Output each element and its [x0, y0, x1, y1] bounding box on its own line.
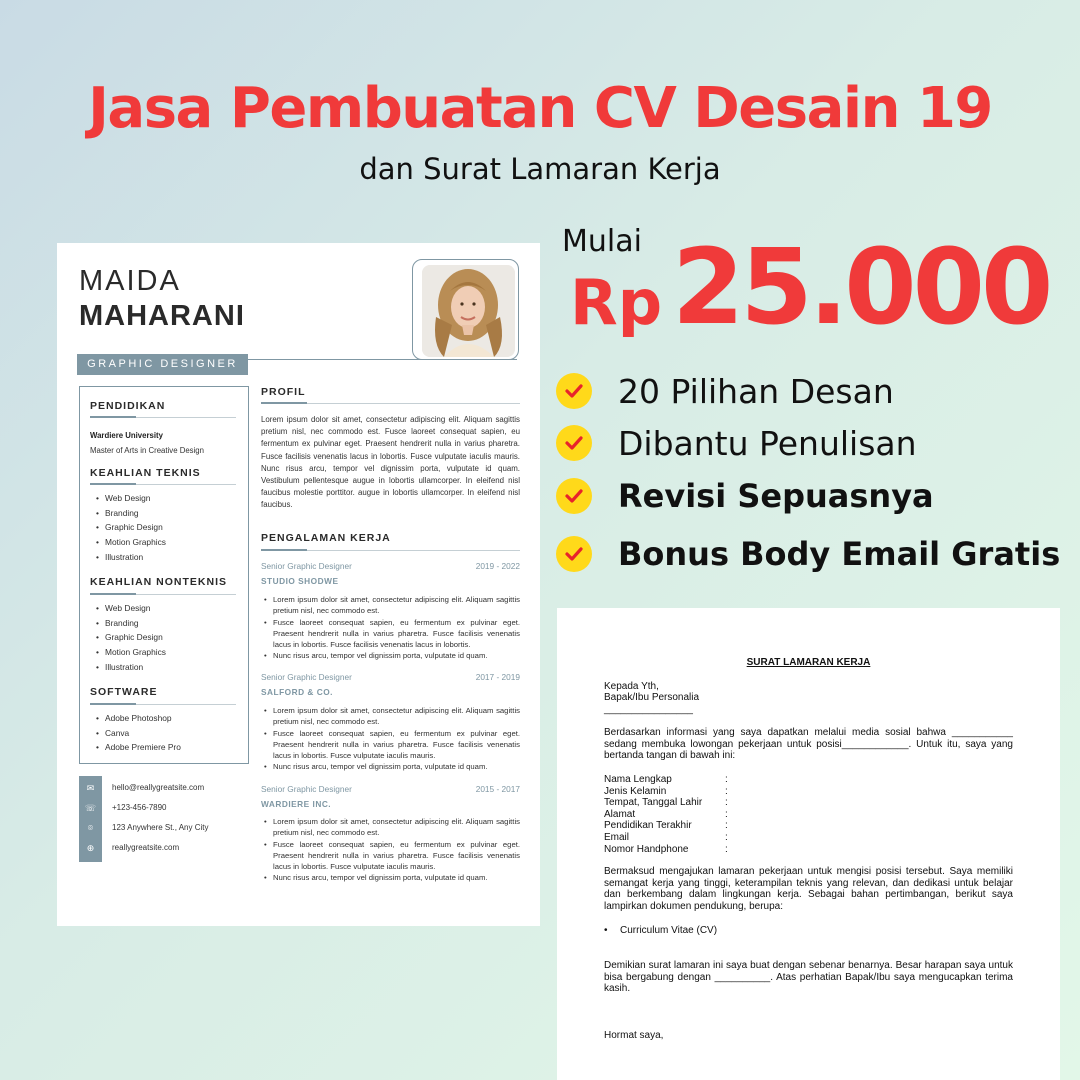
list-item: • Illustration — [94, 550, 166, 565]
letter-field-colon: : — [725, 786, 728, 797]
letter-field-label: Nomor Handphone — [604, 844, 689, 855]
cv-tech-skills — [94, 491, 166, 564]
subheadline: dan Surat Lamaran Kerja — [359, 152, 721, 186]
cv-job-bullets — [261, 594, 520, 662]
price-currency: Rp — [570, 266, 663, 339]
letter-title: SURAT LAMARAN KERJA — [746, 657, 871, 668]
cv-section-rule — [90, 484, 236, 485]
letter-closing: Demikian surat lamaran ini saya buat dengan sebenar benarnya. Besar harapan saya untuk bisa bergabung dengan __________. Atas perhatian Bapak/Ibu saya mengucapkan terima kasih. — [604, 960, 1013, 995]
list-item: • Web Design — [94, 601, 166, 616]
list-item: • Branding — [94, 506, 166, 521]
letter-field-colon: : — [725, 820, 728, 831]
list-item: • Lorem ipsum dolor sit amet, consectetur adipiscing elit. Aliquam sagittis pretium nisl, nec commodo est. — [261, 594, 520, 617]
cv-section-rule — [90, 594, 236, 595]
letter-intro: Berdasarkan informasi yang saya dapatkan melalui media sosial bahwa ___________ sedang membuka lowongan pekerjaan untuk posisi____________. Untuk itu, saya yang bertanda tangan di bawah ini: — [604, 727, 1013, 762]
list-item: • Nunc risus arcu, tempor vel dignissim porta, vulputate id quam. — [261, 650, 520, 661]
list-item: • Adobe Premiere Pro — [94, 740, 181, 755]
letter-field-label: Tempat, Tanggal Lahir — [604, 797, 703, 808]
feature-label: Dibantu Penulisan — [618, 423, 917, 463]
list-item: • Lorem ipsum dolor sit amet, consectetur adipiscing elit. Aliquam sagittis pretium nisl, nec commodo est. — [261, 705, 520, 728]
feature-item — [556, 366, 894, 416]
letter-field-label: Jenis Kelamin — [604, 786, 667, 797]
letter-recipient: Bapak/Ibu Personalia — [604, 692, 700, 703]
cv-job-years: 2017 - 2019 — [475, 672, 520, 682]
letter-recipient: Kepada Yth, — [604, 681, 659, 692]
list-item: • Graphic Design — [94, 630, 166, 645]
cv-job-bullets — [261, 816, 520, 884]
price-amount: 25.000 — [672, 226, 1050, 348]
cv-section-rule — [261, 550, 520, 551]
feature-item — [556, 471, 934, 521]
letter-body: Bermaksud mengajukan lamaran pekerjaan untuk mengisi posisi tersebut. Saya memiliki semangat kerja yang tinggi, keterampilan teknis yang relevan, dan dedikasi untuk belajar dan berkembang dalam lingkungan kerja. Sebagai bahan pertimbangan, berikut saya lampirkan dokumen pendukung, berupa: — [604, 866, 1013, 912]
cv-portrait — [422, 265, 515, 357]
letter-field-label: Alamat — [604, 809, 636, 820]
letter-field-colon: : — [725, 832, 728, 843]
cv-job-bullets — [261, 705, 520, 773]
list-item: • Web Design — [94, 491, 166, 506]
feature-label: 20 Pilihan Desan — [618, 371, 894, 411]
letter-field-colon: : — [725, 844, 728, 855]
cv-contact-email: hello@reallygreatsite.com — [112, 783, 205, 792]
cv-section-title: PROFIL — [261, 386, 306, 398]
cv-university: Wardiere University — [90, 431, 163, 440]
feature-item — [556, 529, 1060, 579]
letter-field-label: Pendidikan Terakhir — [604, 820, 692, 831]
cv-section-title: PENGALAMAN KERJA — [261, 532, 391, 544]
cover-letter-sample — [557, 608, 1060, 1080]
globe-icon: ⊕ — [86, 843, 95, 853]
cv-contact-address: 123 Anywhere St., Any City — [112, 823, 209, 832]
cv-software — [94, 711, 181, 755]
cv-job-title: Senior Graphic Designer — [261, 784, 352, 794]
list-item: • Motion Graphics — [94, 645, 166, 660]
letter-field-colon: : — [725, 797, 728, 808]
letter-attachment: Curriculum Vitae (CV) — [620, 925, 718, 936]
feature-label: Revisi Sepuasnya — [618, 477, 934, 515]
checkmark-icon — [556, 536, 592, 572]
cv-job-company: WARDIERE INC. — [261, 799, 332, 809]
cv-profile-text: Lorem ipsum dolor sit amet, consectetur adipiscing elit. Aliquam sagittis pretium nisl, nec commodo est. Fusce laoreet consequat sapien, eu fermentum ex pulvinar eget. Praesent hendrerit nulla in varius pharetra. Fusce facilisis venenatis lacus in lobortis. Fusce vulputate iaculis mauris. Nunc risus arcu, tempor vel dignissim porta, vulputate id quam. Vestibulum pellentesque augue in lobortis ullamcorper. In eleifend nisl faucibus molestie porttitor. augue in lobortis ullamcorper. In eleifend nisl faucibus. — [261, 415, 520, 510]
checkmark-icon — [556, 425, 592, 461]
cv-section-title: KEAHLIAN NONTEKNIS — [90, 576, 228, 588]
cv-section-title: KEAHLIAN TEKNIS — [90, 467, 201, 479]
phone-icon: ☏ — [84, 803, 97, 813]
cv-section-rule — [90, 704, 236, 705]
cv-first-name: MAIDA — [79, 265, 181, 297]
list-item: • Fusce laoreet consequat sapien, eu fermentum ex pulvinar eget. Praesent hendrerit nulla in varius pharetra. Fusce facilisis venenatis lacus in lobortis. Fusce vulputate iaculis mauris. — [261, 839, 520, 873]
list-item: • Adobe Photoshop — [94, 711, 181, 726]
cv-last-name: MAHARANI — [79, 300, 245, 332]
letter-field-colon: : — [725, 774, 728, 785]
cv-role: GRAPHIC DESIGNER — [77, 354, 248, 375]
checkmark-icon — [556, 478, 592, 514]
list-item: • Fusce laoreet consequat sapien, eu fermentum ex pulvinar eget. Praesent hendrerit nulla in varius pharetra. Fusce facilisis venenatis lacus in lobortis. Fusce facilisis venenatis lacus in lobortis. — [261, 617, 520, 651]
cv-job-company: SALFORD & CO. — [261, 687, 333, 697]
cv-section-rule — [90, 417, 236, 418]
mail-icon: ✉ — [86, 783, 95, 793]
letter-field-label: Email — [604, 832, 630, 843]
checkmark-icon — [556, 373, 592, 409]
cv-nontech-skills — [94, 601, 166, 674]
list-item: • Branding — [94, 616, 166, 631]
cv-sample — [57, 243, 540, 926]
cv-contact-phone: +123-456-7890 — [112, 803, 167, 812]
cv-section-title: PENDIDIKAN — [90, 400, 166, 412]
cv-job-title: Senior Graphic Designer — [261, 561, 352, 571]
cv-contact-website: reallygreatsite.com — [112, 843, 180, 852]
list-item: • Fusce laoreet consequat sapien, eu fermentum ex pulvinar eget. Praesent hendrerit nulla in varius pharetra. Fusce facilisis venenatis lacus in lobortis. Fusce vulputate iaculis mauris. — [261, 728, 520, 762]
letter-attachment-bullet: • — [604, 925, 608, 936]
price-prefix: Mulai — [562, 224, 642, 259]
list-item: • Canva — [94, 726, 181, 741]
list-item: • Nunc risus arcu, tempor vel dignissim porta, vulputate id quam. — [261, 872, 520, 883]
cv-degree: Master of Arts in Creative Design — [90, 446, 204, 455]
feature-label: Bonus Body Email Gratis — [618, 535, 1061, 573]
headline: Jasa Pembuatan CV Desain 19 — [88, 76, 992, 141]
list-item: • Motion Graphics — [94, 535, 166, 550]
letter-field-colon: : — [725, 809, 728, 820]
list-item: • Lorem ipsum dolor sit amet, consectetur adipiscing elit. Aliquam sagittis pretium nisl, nec commodo est. — [261, 816, 520, 839]
list-item: • Illustration — [94, 660, 166, 675]
feature-item — [556, 418, 917, 468]
letter-field-label: Nama Lengkap — [604, 774, 672, 785]
cv-job-title: Senior Graphic Designer — [261, 672, 352, 682]
cv-section-title: SOFTWARE — [90, 686, 158, 698]
location-pin-icon: ⌾ — [87, 823, 94, 833]
letter-signoff: Hormat saya, — [604, 1030, 664, 1041]
cv-job-years: 2019 - 2022 — [475, 561, 520, 571]
list-item: • Nunc risus arcu, tempor vel dignissim porta, vulputate id quam. — [261, 761, 520, 772]
cv-section-rule — [261, 403, 520, 404]
cv-job-years: 2015 - 2017 — [475, 784, 520, 794]
list-item: • Graphic Design — [94, 520, 166, 535]
letter-recipient-blank: ________________ — [604, 704, 693, 715]
cv-job-company: STUDIO SHODWE — [261, 576, 339, 586]
